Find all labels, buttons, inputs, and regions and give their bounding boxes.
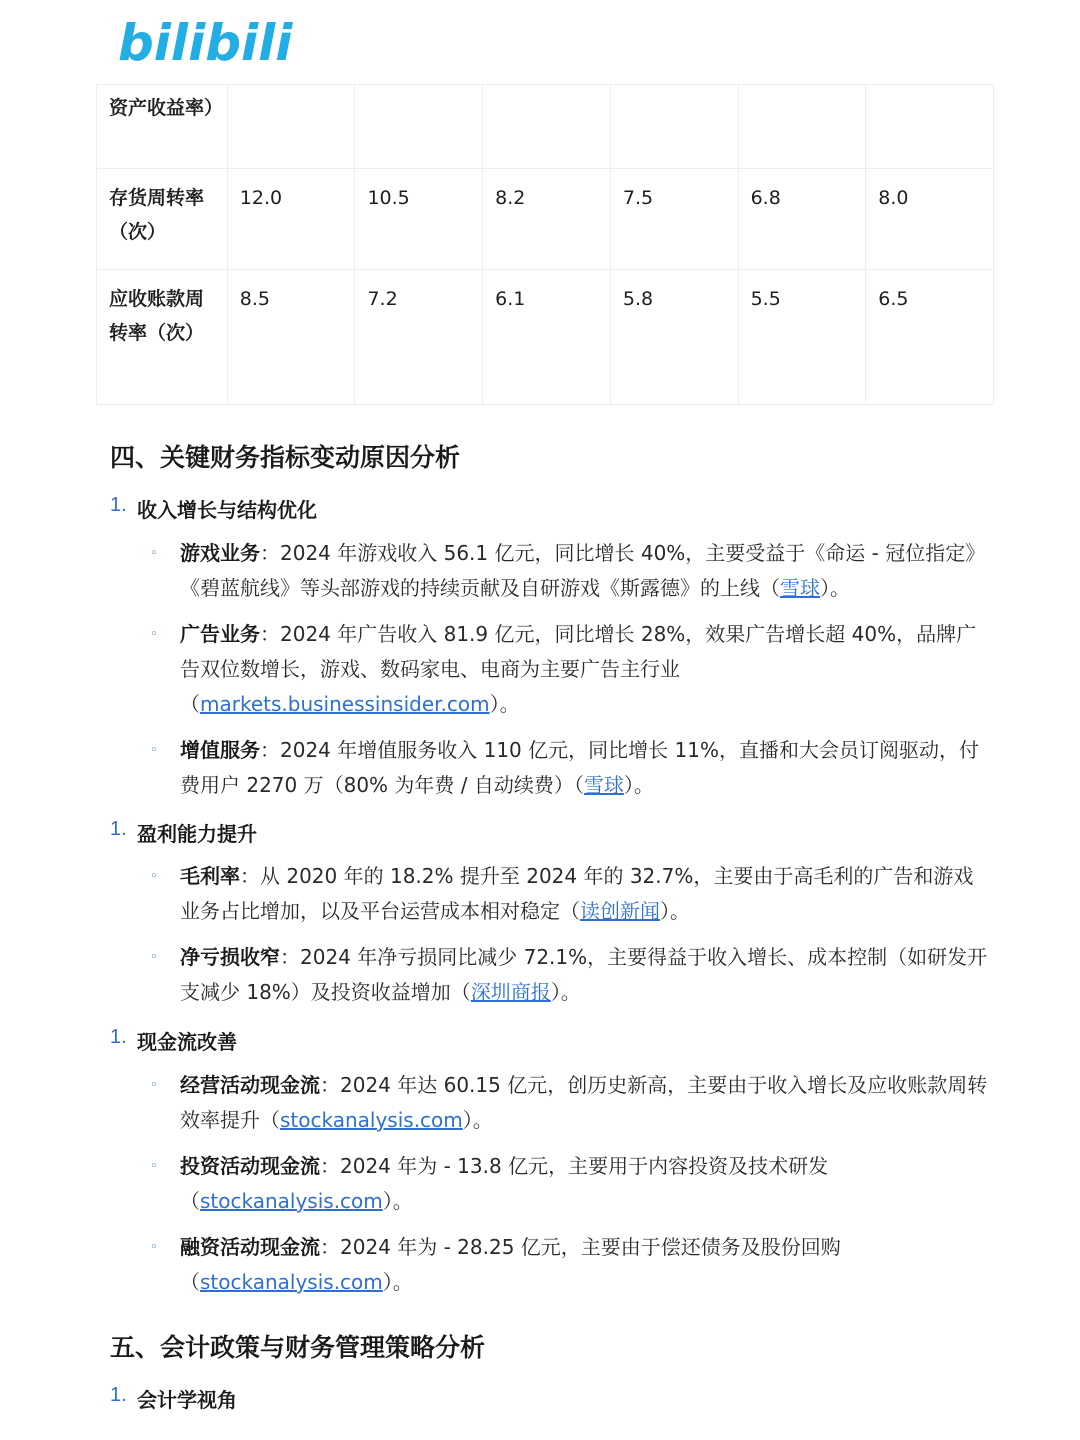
table-cell: 8.2 bbox=[483, 169, 611, 270]
item-text: ：2024 年游戏收入 56.1 亿元，同比增长 40%，主要受益于《命运 - 冠位指定》《碧蓝航线》等头部游戏的持续贡献及自研游戏《斯露德》的上线（ bbox=[180, 541, 986, 600]
item-end: ）。 bbox=[550, 980, 581, 1004]
list-item bbox=[180, 1149, 990, 1219]
table-row bbox=[97, 169, 994, 270]
table-cell bbox=[738, 85, 866, 169]
item-end: ）。 bbox=[660, 899, 690, 923]
bullet-icon: ◦ bbox=[150, 950, 158, 965]
table-row bbox=[97, 85, 994, 169]
row-label: 资产收益率） bbox=[97, 85, 228, 169]
subsection-title: 盈利能力提升 bbox=[137, 822, 257, 846]
section-title: 五、会计政策与财务管理策略分析 bbox=[110, 1333, 486, 1362]
item-label: 毛利率 bbox=[180, 864, 240, 888]
table-cell: 6.5 bbox=[866, 270, 994, 405]
bilibili-logo-icon bbox=[118, 10, 293, 72]
item-label: 广告业务 bbox=[180, 622, 260, 646]
section-title: 四、关键财务指标变动原因分析 bbox=[110, 443, 461, 472]
item-label: 融资活动现金流 bbox=[180, 1235, 320, 1259]
source-link[interactable]: 深圳商报 bbox=[470, 980, 551, 1004]
table-cell: 5.8 bbox=[610, 270, 738, 405]
table-row bbox=[97, 270, 994, 405]
row-label: 存货周转率（次） bbox=[97, 169, 228, 270]
item-end: ）。 bbox=[820, 576, 850, 600]
item-label: 游戏业务 bbox=[180, 541, 260, 565]
source-link[interactable]: markets.businessinsider.com bbox=[200, 692, 490, 716]
item-end: ）。 bbox=[623, 773, 654, 797]
item-label: 投资活动现金流 bbox=[180, 1154, 320, 1178]
table-cell: 8.5 bbox=[227, 270, 355, 405]
table-cell: 7.5 bbox=[610, 169, 738, 270]
row-label: 应收账款周转率（次） bbox=[97, 270, 228, 405]
list-item bbox=[180, 536, 990, 606]
list-number: 1. bbox=[110, 494, 127, 516]
item-label: 增值服务 bbox=[180, 738, 260, 762]
svg-text:bilibili: bilibili bbox=[118, 14, 293, 72]
subsection-title: 现金流改善 bbox=[137, 1030, 237, 1054]
item-end: ）。 bbox=[462, 1108, 493, 1132]
item-text: ：2024 年广告收入 81.9 亿元，同比增长 28%，效果广告增长超 40%，品牌广告双位数增长，游戏、数码家电、电商为主要广告主行业（ bbox=[180, 622, 977, 716]
list-item bbox=[180, 617, 990, 722]
bullet-icon: ◦ bbox=[150, 743, 158, 758]
table-cell bbox=[610, 85, 738, 169]
subsection-title: 会计学视角 bbox=[137, 1388, 237, 1412]
item-text: ：2024 年为 - 28.25 亿元，主要由于偿还债务及股份回购（ bbox=[180, 1235, 841, 1294]
list-item bbox=[180, 1230, 990, 1300]
bullet-icon: ◦ bbox=[150, 1240, 158, 1255]
table-cell: 6.8 bbox=[738, 169, 866, 270]
list-item bbox=[180, 940, 990, 1010]
bullet-icon: ◦ bbox=[150, 1078, 158, 1093]
bullet-icon: ◦ bbox=[150, 869, 158, 884]
list-number: 1. bbox=[110, 818, 127, 840]
item-label: 净亏损收窄 bbox=[180, 945, 280, 969]
item-text: ：2024 年增值服务收入 110 亿元，同比增长 11%，直播和大会员订阅驱动，付费用户 2270 万（80% 为年费 / 自动续费）（ bbox=[180, 738, 979, 797]
subsection-title: 收入增长与结构优化 bbox=[137, 498, 317, 522]
financial-ratio-table bbox=[96, 84, 994, 405]
source-link[interactable]: 雪球 bbox=[583, 773, 624, 797]
table-cell bbox=[483, 85, 611, 169]
source-link[interactable]: stockanalysis.com bbox=[200, 1189, 383, 1213]
table-cell bbox=[355, 85, 483, 169]
item-text: ：从 2020 年的 18.2% 提升至 2024 年的 32.7%，主要由于高毛利的广告和游戏业务占比增加，以及平台运营成本相对稳定（ bbox=[180, 864, 974, 923]
bullet-icon: ◦ bbox=[150, 546, 158, 561]
table-cell: 8.0 bbox=[866, 169, 994, 270]
source-link[interactable]: 读创新闻 bbox=[580, 899, 660, 923]
list-number: 1. bbox=[110, 1384, 127, 1406]
item-text: ：2024 年净亏损同比减少 72.1%，主要得益于收入增长、成本控制（如研发开支减少 18%）及投资收益增加（ bbox=[180, 945, 988, 1004]
list-number: 1. bbox=[110, 1026, 127, 1048]
table-cell: 7.2 bbox=[355, 270, 483, 405]
list-item bbox=[180, 733, 990, 803]
item-end: ）。 bbox=[489, 692, 520, 716]
item-end: ）。 bbox=[382, 1189, 413, 1213]
source-link[interactable]: stockanalysis.com bbox=[280, 1108, 463, 1132]
table-cell bbox=[866, 85, 994, 169]
table-cell: 5.5 bbox=[738, 270, 866, 405]
table-cell: 12.0 bbox=[227, 169, 355, 270]
table-cell bbox=[227, 85, 355, 169]
bullet-icon: ◦ bbox=[150, 627, 158, 642]
table-cell: 6.1 bbox=[483, 270, 611, 405]
table-cell: 10.5 bbox=[355, 169, 483, 270]
source-link[interactable]: stockanalysis.com bbox=[200, 1270, 383, 1294]
list-item bbox=[180, 859, 990, 929]
bilibili-logo bbox=[118, 10, 293, 74]
source-link[interactable]: 雪球 bbox=[780, 576, 820, 600]
item-text: ：2024 年为 - 13.8 亿元，主要用于内容投资及技术研发（ bbox=[180, 1154, 829, 1213]
item-label: 经营活动现金流 bbox=[180, 1073, 320, 1097]
list-item bbox=[180, 1068, 990, 1138]
item-end: ）。 bbox=[382, 1270, 413, 1294]
bullet-icon: ◦ bbox=[150, 1159, 158, 1174]
item-text: ：2024 年达 60.15 亿元，创历史新高，主要由于收入增长及应收账款周转效率提升（ bbox=[180, 1073, 988, 1132]
